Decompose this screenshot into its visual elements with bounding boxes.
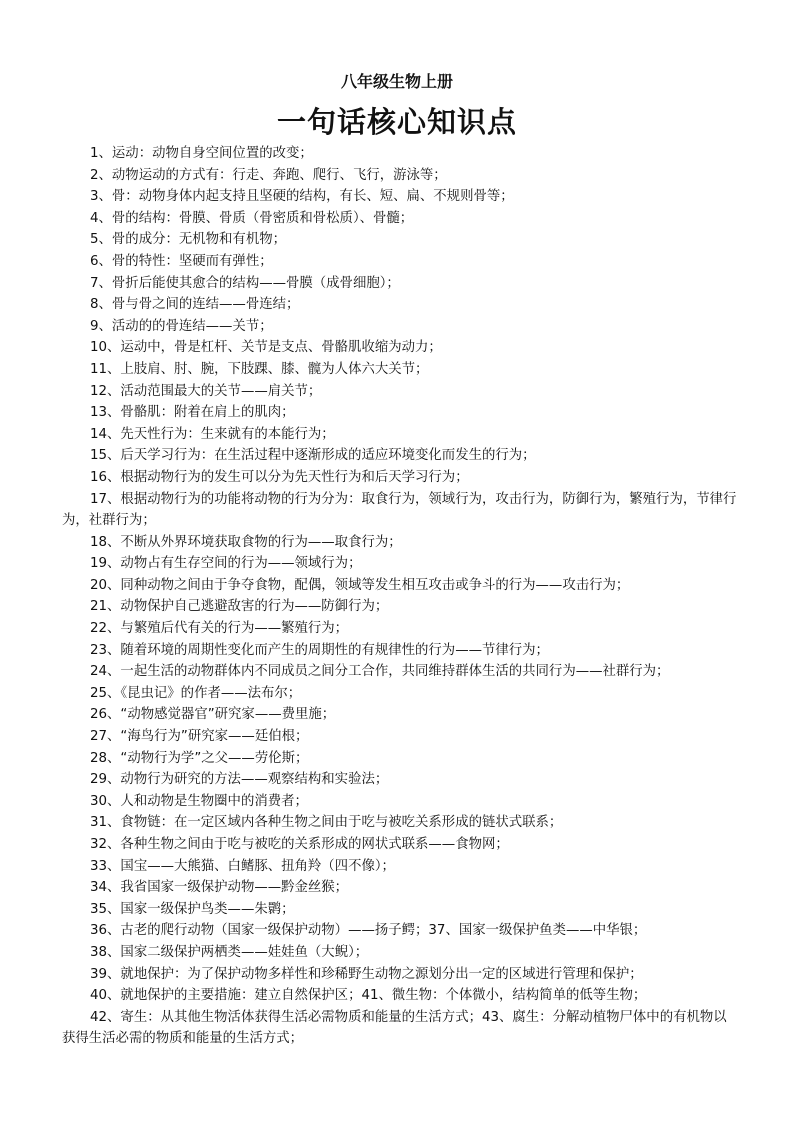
list-item: 4、骨的结构：骨膜、骨质（骨密质和骨松质）、骨髓； [90,210,414,226]
list-item: 11、上肢肩、肘、腕，下肢踝、膝、髋为人体六大关节； [90,361,429,377]
list-item: 28、“动物行为学”之父——劳伦斯； [90,750,309,766]
list-item: 17、根据动物行为的功能将动物的行为分为：取食行为，领域行为，攻击行为，防御行为，繁殖行为，节律行为，社群行为； [62,491,737,529]
list-item: 26、“动物感觉器官”研究家——费里施； [90,707,336,723]
list-item: 19、动物占有生存空间的行为——领域行为； [90,556,362,572]
list-item: 6、骨的特性：坚硬而有弹性； [90,253,273,269]
list-item: 27、“海鸟行为”研究家——廷伯根； [90,729,309,745]
list-item: 21、动物保护自己逃避敌害的行为——防御行为； [90,599,389,615]
list-item: 13、骨骼肌：附着在肩上的肌肉； [90,405,295,421]
document-subtitle: 八年级生物上册 [340,72,453,91]
list-item: 40、就地保护的主要措施：建立自然保护区；41、微生物：个体微小，结构简单的低等生物； [90,988,647,1004]
list-item: 15、后天学习行为：在生活过程中逐渐形成的适应环境变化而发生的行为； [90,448,536,464]
list-item: 5、骨的成分：无机物和有机物； [90,232,286,248]
list-item: 24、一起生活的动物群体内不同成员之间分工合作，共同维持群体生活的共同行为——社群行为； [90,664,670,680]
list-item: 32、各种生物之间由于吃与被吃的关系形成的网状式联系——食物网； [90,837,509,852]
list-item: 42、寄生：从其他生物活体获得生活必需物质和能量的生活方式；43、腐生：分解动植物尸体中的有机物以获得生活必需的物质和能量的生活方式； [62,1009,727,1047]
list-item: 1、运动：动物自身空间位置的改变； [90,146,313,161]
list-item: 20、同种动物之间由于争夺食物，配偶，领域等发生相互攻击或争斗的行为——攻击行为； [90,577,630,593]
list-item: 38、国家二级保护两栖类——娃娃鱼（大鲵）； [90,944,369,960]
list-item: 25、《昆虫记》的作者——法布尔； [90,685,302,701]
list-item: 2、动物运动的方式有：行走、奔跑、爬行、飞行，游泳等； [90,167,447,183]
list-item: 10、运动中，骨是杠杆、关节是支点、骨骼肌收缩为动力； [90,340,442,356]
list-item: 23、随着环境的周期性变化而产生的周期性的有规律性的行为——节律行为； [90,642,549,658]
list-item: 12、活动范围最大的关节——肩关节； [90,383,322,399]
list-item: 18、不断从外界环境获取食物的行为——取食行为； [90,534,402,550]
document-title: 一句话核心知识点 [276,105,517,139]
list-item: 34、我省国家一级保护动物——黔金丝猴； [90,880,349,896]
list-item: 9、活动的的骨连结——关节； [90,318,273,334]
list-item: 7、骨折后能使其愈合的结构——骨膜（成骨细胞）； [90,275,400,291]
list-item: 33、国宝——大熊猫、白鳍豚、扭角羚（四不像）； [90,858,395,874]
list-item: 30、人和动物是生物圈中的消费者； [90,793,308,809]
list-item: 22、与繁殖后代有关的行为——繁殖行为； [90,621,349,637]
list-item: 3、骨：动物身体内起支持且坚硬的结构，有长、短、扁、不规则骨等； [90,189,514,205]
list-item: 31、食物链：在一定区域内各种生物之间由于吃与被吃关系形成的链状式联系； [90,815,563,831]
list-item: 14、先天性行为：生来就有的本能行为； [90,426,335,442]
knowledge-list [62,143,738,1050]
list-item: 29、动物行为研究的方法——观察结构和实验法； [90,772,389,788]
list-item: 36、古老的爬行动物（国家一级保护动物）——扬子鳄；37、国家一级保护鱼类——中华银； [90,923,647,939]
list-item: 39、就地保护：为了保护动物多样性和珍稀野生动物之源划分出一定的区域进行管理和保护； [90,966,643,982]
list-item: 35、国家一级保护鸟类——朱鹮； [90,901,295,917]
list-item: 8、骨与骨之间的连结——骨连结； [90,297,300,313]
list-item: 16、根据动物行为的发生可以分为先天性行为和后天学习行为； [90,469,469,485]
